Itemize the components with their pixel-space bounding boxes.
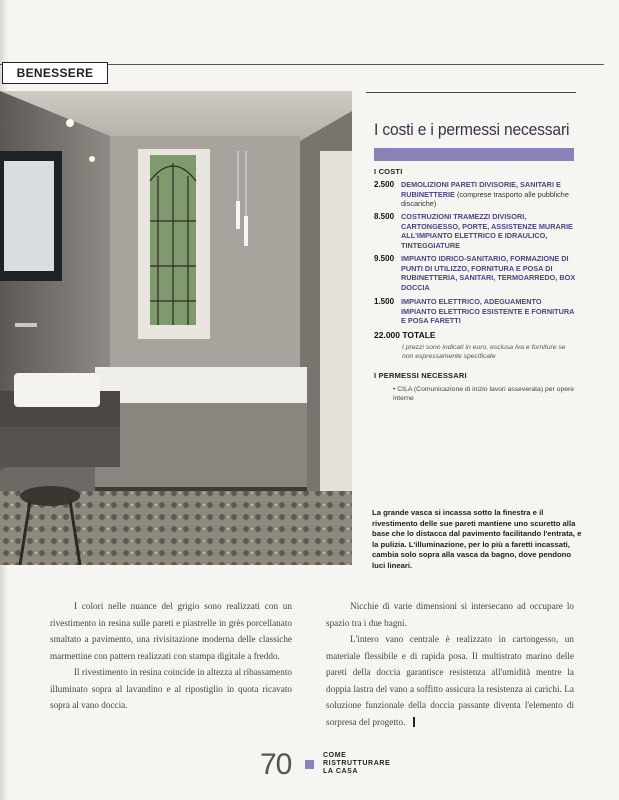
body-column-left: [50, 598, 292, 714]
body-paragraph: Nicchie di varie dimensioni si intersecano ad occupare lo spazio tra i due bagni.: [326, 601, 574, 628]
sidebar-title: I costi e i permessi necessari: [374, 120, 570, 139]
photo-caption: La grande vasca si incassa sotto la finestra e il rivestimento delle sue pareti mantiene uno scuretto alla base che lo distacca dal pavimento facilitando l'entrata, e la pulizia. L'illuminazione, per lo più a faretti incassati, cambia solo sopra alla vasca da bagno, dove pendono luci lineari.: [372, 508, 582, 570]
body-column-right: [326, 598, 574, 730]
cost-amount: 9.500: [374, 254, 395, 263]
permits-heading: I PERMESSI NECESSARI: [374, 371, 467, 380]
cost-amount: 2.500: [374, 180, 395, 189]
bathroom-illustration: [0, 91, 352, 565]
cost-description: IMPIANTO IDRICO-SANITARIO, FORMAZIONE DI PUNTI DI UTILIZZO, FORNITURA E POSA DI RUBINETTERIA, SANITARI, TERMOARREDO, BOX DOCCIA: [401, 254, 576, 292]
cost-total: 22.000 TOTALE: [374, 330, 436, 340]
cost-amount: 8.500: [374, 212, 395, 221]
cost-description: DEMOLIZIONI PARETI DIVISORIE, SANITARI E RUBINETTERIE (comprese trasporto alle pubbliche discariche): [401, 180, 569, 208]
sidebar-top-rule: [366, 92, 576, 93]
footer-square-icon: [305, 760, 314, 769]
bathroom-photo: [0, 91, 352, 565]
body-paragraph: I colori nelle nuance del grigio sono realizzati con un rivestimento in resina sulle pareti e piastrelle in grès porcellanato smaltato a pavimento, una rivisitazione moderna delle classiche marmettine con pattern realizzati con stampa digitale a freddo.: [50, 601, 292, 661]
section-tag: BENESSERE: [2, 62, 108, 84]
page-number: 70: [260, 748, 292, 781]
footer-brand: COME RISTRUTTURARE LA CASA: [323, 752, 391, 775]
cost-amount: 1.500: [374, 297, 395, 306]
sidebar-accent-band: [374, 148, 574, 161]
cost-description: IMPIANTO ELETTRICO, ADEGUAMENTO IMPIANTO ELETTRICO ESISTENTE E FORNITURA E POSA FARETTI: [401, 297, 575, 325]
price-note: I prezzi sono indicati in euro, esclusa Iva e forniture se non espressamente specificate: [402, 344, 566, 360]
end-mark: [413, 717, 415, 727]
cost-description: COSTRUZIONI TRAMEZZI DIVISORI, CARTONGESSO, PORTE, ASSISTENZE MURARIE ALL'IMPIANTO ELETTRICO E IDRAULICO, TINTEGGIATURE: [401, 212, 573, 250]
costs-heading: I COSTI: [374, 167, 403, 176]
body-paragraph: L'intero vano centrale è realizzato in cartongesso, un materiale flessibile e di rapida posa. Il multistrato marino delle pareti della doccia garantisce resistenza all'umidità mentre la doppia lastra del vano a soffitto assicura la resistenza ai carichi. La soluzione funzionale della doccia passante diventa l'elemento di sorpresa del progetto.: [326, 634, 574, 727]
cost-note: (comprese trasporto alle pubbliche discariche): [401, 189, 569, 208]
permit-item: • CILA (Comunicazione di inizio lavori asseverata) per opere interne: [393, 386, 575, 402]
body-paragraph: Il rivestimento in resina coincide in altezza al ribassamento illuminato sopra al lavandino e al ripostiglio in quota ricavato sopra al vano doccia.: [50, 667, 292, 710]
